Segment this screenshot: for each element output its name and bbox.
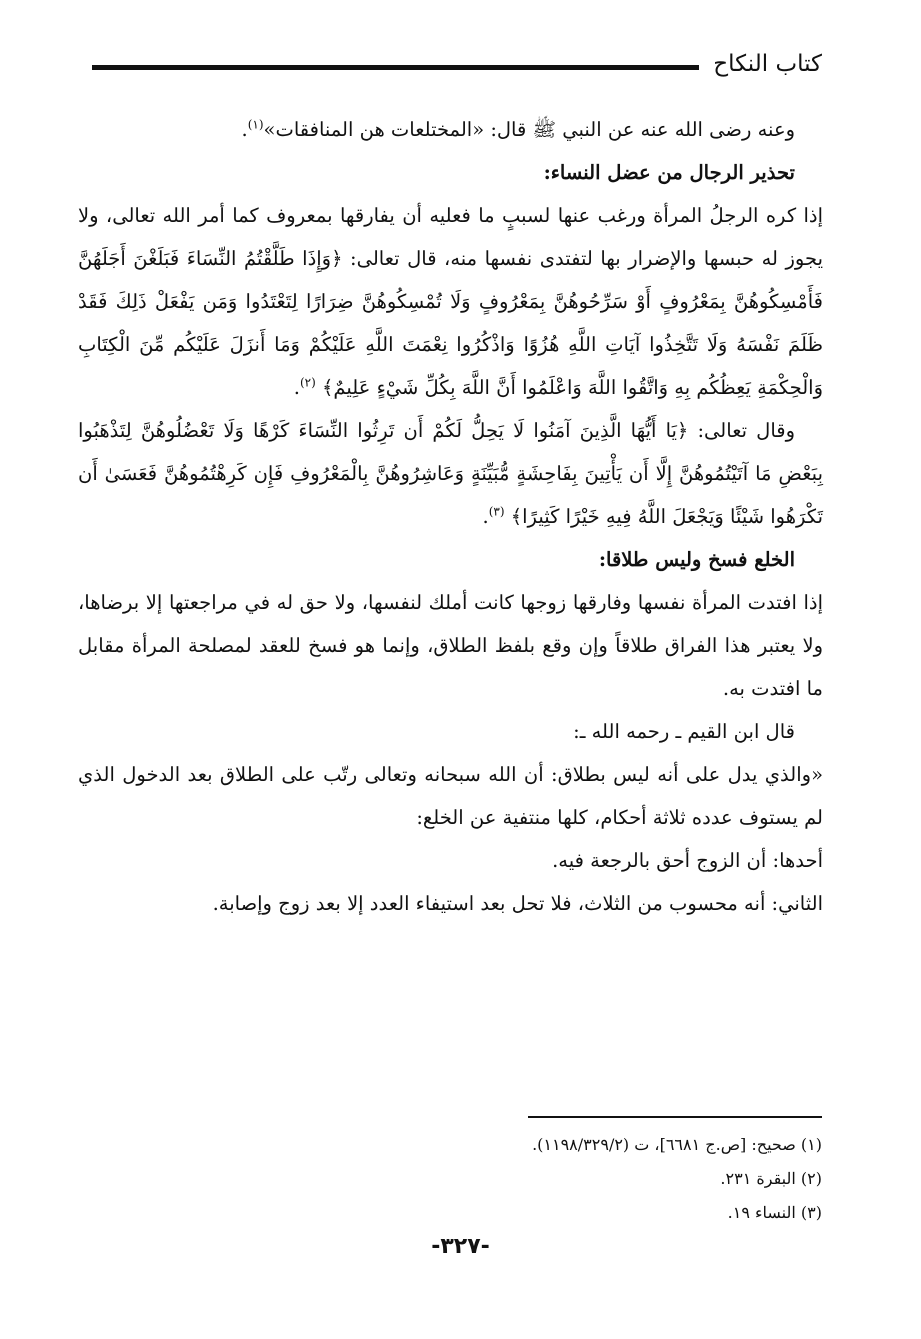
paragraph-verse-nisa [78, 409, 823, 538]
paragraph-hadith [78, 108, 823, 151]
footnote-item: (١) صحيح: [ص.ج ٦٦٨١]، ت (١١٩٨/٣٢٩/٢). [532, 1135, 822, 1154]
footnotes [78, 1128, 822, 1230]
paragraph-quote: «والذي يدل على أنه ليس بطلاق: أن الله سبحانه وتعالى رتّب على الطلاق بعد الدخول الذي لم يستوف عدده ثلاثة أحكام، كلها منتفية عن الخلع: [78, 763, 823, 829]
main-text [78, 108, 823, 925]
page-number: -٣٢٧- [431, 1234, 490, 1259]
paragraph-text: وقال تعالى: ﴿يَا أَيُّهَا الَّذِينَ آمَنُوا لَا يَحِلُّ لَكُمْ أَن تَرِثُوا النِّسَاءَ كَرْهًا وَلَا تَعْضُلُوهُنَّ لِتَذْهَبُوا بِبَعْضِ مَا آتَيْتُمُوهُنَّ إِلَّا أَن يَأْتِينَ بِفَاحِشَةٍ مُّبَيِّنَةٍ وَعَاشِرُوهُنَّ بِالْمَعْرُوفِ فَإِن كَرِهْتُمُوهُنَّ فَعَسَىٰ أَن تَكْرَهُوا شَيْئًا وَيَجْعَلَ اللَّهُ فِيهِ خَيْرًا كَثِيرًا﴾ [78, 419, 823, 528]
section-heading: تحذير الرجال من عضل النساء: [543, 161, 795, 184]
footnote-item: (٣) النساء ١٩. [727, 1203, 822, 1222]
footnote-ref: (١) [247, 117, 264, 132]
header-rule [92, 65, 699, 70]
paragraph-text: وعنه رضى الله عنه عن النبي ﷺ قال: «المختلعات هن المنافقات» [263, 118, 795, 141]
chapter-title: كتاب النكاح [713, 51, 822, 77]
paragraph-first-ruling: أحدها: أن الزوج أحق بالرجعة فيه. [552, 849, 823, 872]
paragraph-verse-baqarah [78, 194, 823, 409]
paragraph-ibn-qayyim: قال ابن القيم ـ رحمه الله ـ: [573, 720, 795, 743]
footnote-item: (٢) البقرة ٢٣١. [720, 1169, 822, 1188]
paragraph-punct: . [482, 505, 489, 528]
section-heading: الخلع فسخ وليس طلاقا: [598, 548, 795, 571]
footnote-divider [528, 1116, 822, 1118]
paragraph-text: إذا كره الرجلُ المرأة ورغب عنها لسببٍ ما فعليه أن يفارقها بمعروف كما أمر الله تعالى، ولا يجوز له حبسها والإضرار بها لتفتدى نفسها منه، قال تعالى: ﴿وَإِذَا طَلَّقْتُمُ النِّسَاءَ فَبَلَغْنَ أَجَلَهُنَّ فَأَمْسِكُوهُنَّ بِمَعْرُوفٍ أَوْ سَرِّحُوهُنَّ بِمَعْرُوفٍ وَلَا تُمْسِكُوهُنَّ ضِرَارًا لِتَعْتَدُوا وَمَن يَفْعَلْ ذَلِكَ فَقَدْ ظَلَمَ نَفْسَهُ وَلَا تَتَّخِذُوا آيَاتِ اللَّهِ هُزُوًا وَاذْكُرُوا نِعْمَتَ اللَّهِ عَلَيْكُمْ وَمَا أَنزَلَ عَلَيْكُم مِّنَ الْكِتَابِ وَالْحِكْمَةِ يَعِظُكُم بِهِ وَاتَّقُوا اللَّهَ وَاعْلَمُوا أَنَّ اللَّهَ بِكُلِّ شَيْءٍ عَلِيمٌ﴾ [78, 204, 823, 399]
page-header [92, 44, 822, 84]
footnote-ref: (٣) [488, 504, 505, 519]
paragraph-punct: . [293, 376, 300, 399]
paragraph-second-ruling: الثاني: أنه محسوب من الثلاث، فلا تحل بعد استيفاء العدد إلا بعد زوج وإصابة. [212, 892, 823, 915]
paragraph-khul: إذا افتدت المرأة نفسها وفارقها زوجها كانت أملك لنفسها، ولا حق له في مراجعتها إلا برضاها، ولا يعتبر هذا الفراق طلاقاً وإن وقع بلفظ الطلاق، وإنما هو فسخ للعقد لمصلحة المرأة مقابل ما افتدت به. [78, 591, 823, 700]
footnote-ref: (٢) [299, 375, 316, 390]
paragraph-punct: . [241, 118, 248, 141]
